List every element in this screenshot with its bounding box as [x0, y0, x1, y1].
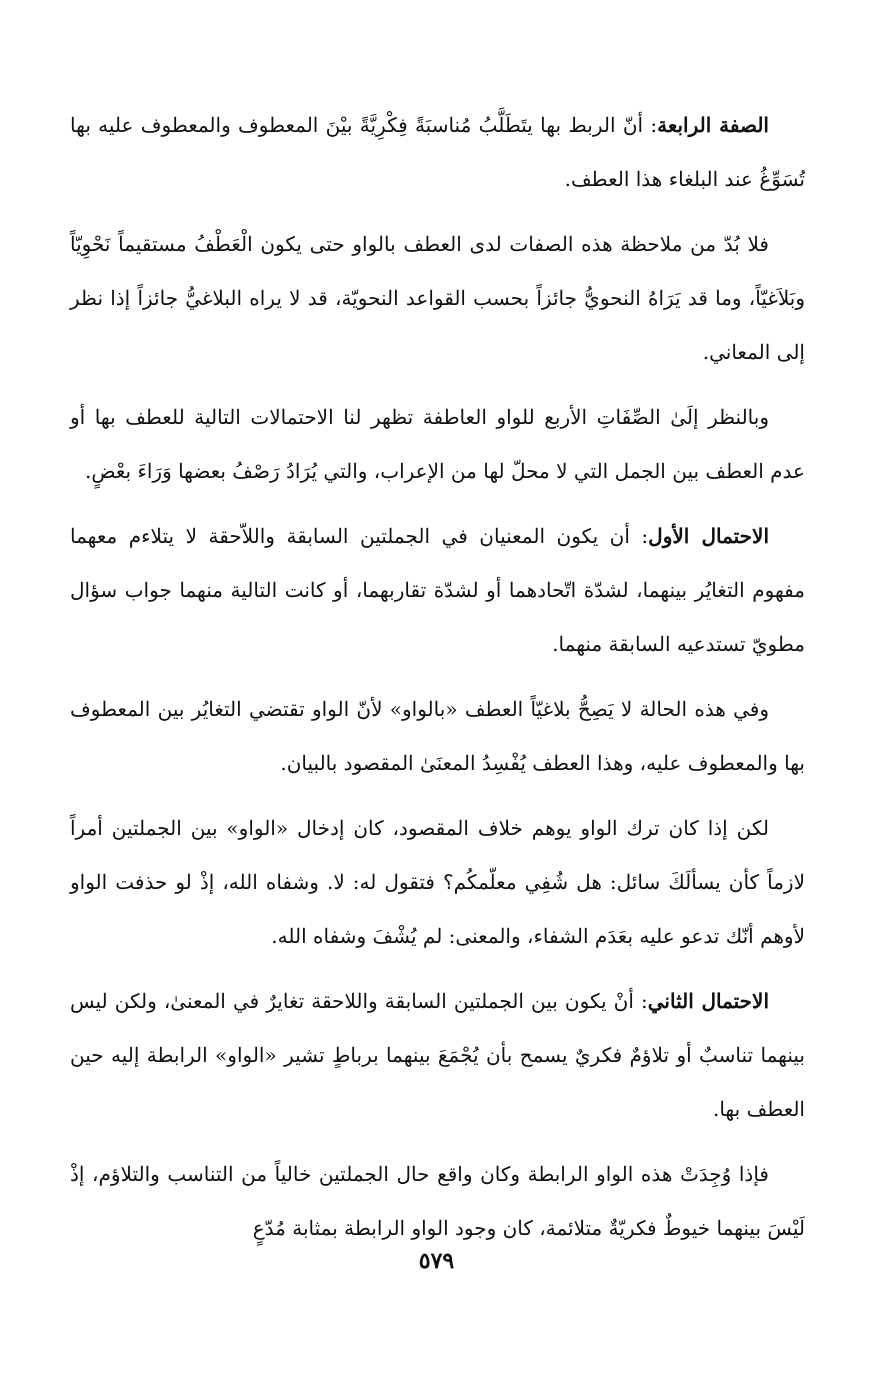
paragraph-text: لكن إذا كان ترك الواو يوهم خلاف المقصود، كان إدخال «الواو» بين الجملتين أمراً لازماً كأن يسألَكَ سائل: هل شُفِي معلّمكُم؟ فتقول له: لا. وشفاه الله، إذْ لو حذفت الواو لأوهم أنّك تدعو عليه بعَدَم الشفاء، والمعنى: لم يُشْفَ وشفاه الله.: [70, 816, 805, 948]
paragraph-text: وبالنظر إلَىٰ الصِّفَاتِ الأربع للواو العاطفة تظهر لنا الاحتمالات التالية للعطف بها أو عدم العطف بين الجمل التي لا محلّ لها من الإعراب، والتي يُرَادُ رَصْفُ بعضها وَرَاءَ بعْضٍ.: [70, 405, 805, 483]
paragraph-text: : أنْ يكون بين الجملتين السابقة واللاحقة تغايرٌ في المعنىٰ، ولكن ليس بينهما تناسبٌ أو تلاؤمٌ فكريٌ يسمح بأن يُجْمَعَ بينهما برباطٍ تشير «الواو» الرابطة إليه حين العطف بها.: [70, 989, 805, 1121]
paragraph-text: : أن يكون المعنيان في الجملتين السابقة واللاّحقة لا يتلاءم معهما مفهوم التغايُر بينهما، لشدّة اتّحادهما أو لشدّة تقاربهما، أو كانت التالية منهما جواب سؤال مطويّ تستدعيه السابقة منهما.: [70, 524, 805, 656]
paragraph-text: : أنّ الربط بها يتَطَلَّبُ مُناسبَةً فِكْرِيَّةً بيْنَ المعطوف والمعطوف عليه بها تُسَوِّغُ عند البلغاء هذا العطف.: [70, 113, 805, 191]
paragraph-text: فلا بُدّ من ملاحظة هذه الصفات لدى العطف بالواو حتى يكون الْعَطْفُ مستقيماً نَحْوِيّاً وبَلاَغيّاً، وما قد يَرَاهُ النحويُّ جائزاً بحسب القواعد النحويّة، قد لا يراه البلاغيُّ جائزاً إذا نظر إلى المعاني.: [70, 232, 805, 364]
paragraph-heading: الاحتمال الأول: [648, 524, 769, 548]
paragraph-4: [70, 509, 805, 671]
paragraph-heading: الصفة الرابعة: [657, 113, 769, 137]
paragraph-1: [70, 98, 805, 206]
paragraph-5: [70, 682, 805, 790]
page-number: ٥٧٩: [418, 1248, 455, 1274]
body-text: [70, 98, 805, 1266]
paragraph-2: [70, 217, 805, 379]
paragraph-7: [70, 974, 805, 1136]
paragraph-text: وفي هذه الحالة لا يَصِحُّ بلاغيّاً العطف «بالواو» لأنّ الواو تقتضي التغايُر بين المعطوف بها والمعطوف عليه، وهذا العطف يُفْسِدُ المعنَىٰ المقصود بالبيان.: [70, 697, 805, 775]
paragraph-heading: الاحتمال الثاني: [647, 989, 769, 1013]
paragraph-6: [70, 801, 805, 963]
paragraph-text: فإذا وُجِدَتْ هذه الواو الرابطة وكان واقع حال الجملتين خالياً من التناسب والتلاؤم، إذْ لَيْسَ بينهما خيوطٌ فكريّةٌ متلائمة، كان وجود الواو الرابطة بمثابة مُدّعٍ: [70, 1162, 805, 1240]
paragraph-3: [70, 390, 805, 498]
paragraph-8: [70, 1147, 805, 1255]
